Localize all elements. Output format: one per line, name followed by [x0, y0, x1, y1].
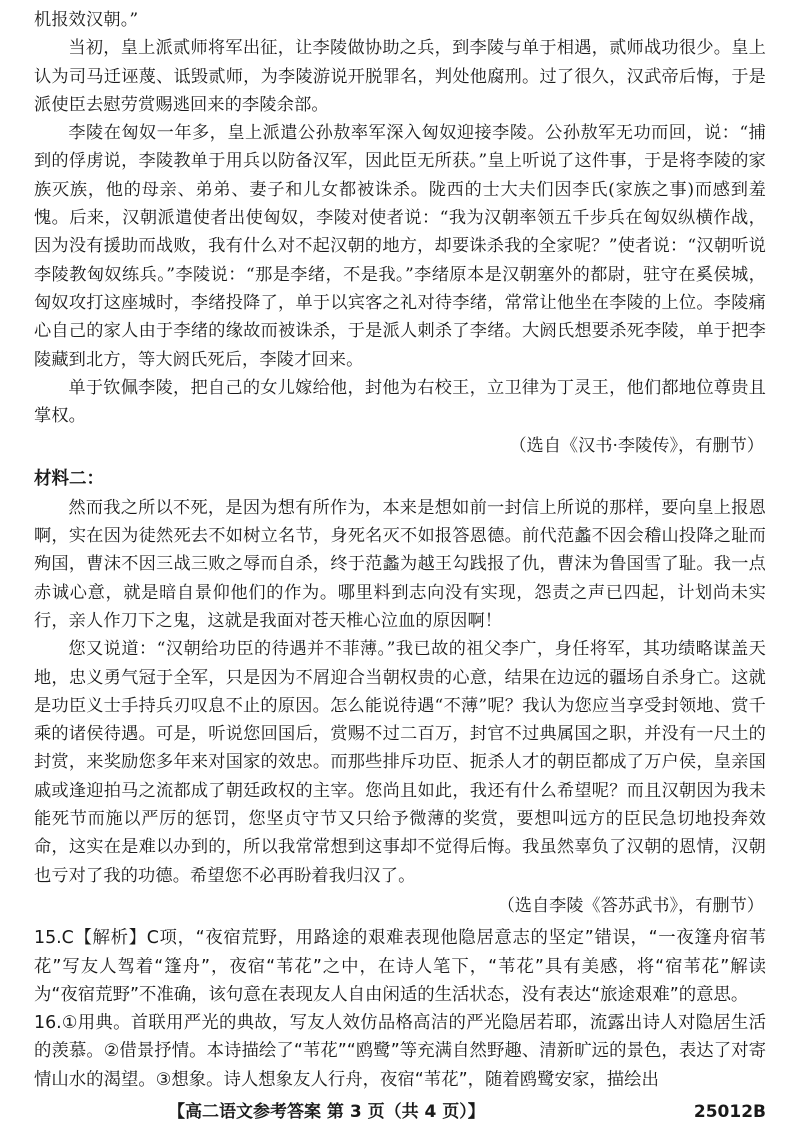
material2-heading: 材料二：	[34, 468, 104, 489]
material1-source: （选自《汉书·李陵传》，有删节）	[509, 436, 764, 457]
footer-exam-code: 25012B	[693, 1102, 766, 1122]
material1-paragraph: 单于钦佩李陵，把自己的女儿嫁给他，封他为右校王，立卫律为丁灵王，他们都地位尊贵且掌权。	[34, 377, 766, 427]
material1-paragraph: 当初，皇上派贰师将军出征，让李陵做协助之兵，到李陵与单于相遇，贰师战功很少。皇上认为司马迁诬蔑、诋毁贰师，为李陵游说开脱罪名，判处他腐刑。过了很久，汉武帝后悔，于是派使臣去慰劳赏赐逃回来的李陵余部。	[34, 38, 766, 115]
material1-paragraph-continuation: 机报效汉朝。”	[34, 10, 139, 30]
page-footer	[0, 1097, 800, 1127]
material2-source: （选自李陵《答苏武书》，有删节）	[497, 895, 764, 916]
answer-16: 16.①用典。首联用严光的典故，写友人效仿品格高洁的严光隐居若耶，流露出诗人对隐居生活的羡慕。②借景抒情。本诗描绘了“苇花”“鸥鹭”等充满自然野趣、清新旷远的景色，表达了对寄情山水的渴望。③想象。诗人想象友人行舟，夜宿“苇花”，随着鸥鹭安家，描绘出	[34, 1013, 766, 1090]
footer-page-label: 【高二语文参考答案 第 3 页（共 4 页）】	[168, 1102, 485, 1122]
material2-paragraph: 您又说道：“汉朝给功臣的待遇并不菲薄。”我已故的祖父李广，身任将军，其功绩略谋盖天地，忠义勇气冠于全军，只是因为不屑迎合当朝权贵的心意，结果在边远的疆场自杀身亡。这就是功臣义士手持兵刃叹息不止的原因。怎么能说待遇“不薄”呢？我认为您应当享受封领地、赏千乘的诸侯待遇。可是，听说您回国后，赏赐不过二百万，封官不过典属国之职，并没有一尺土的封赏，来奖励您多年来对国家的效忠。而那些排斥功臣、扼杀人才的朝臣都成了万户侯，皇亲国戚或逢迎拍马之流都成了朝廷政权的主宰。您尚且如此，我还有什么希望呢？而且汉朝因为我未能死节而施以严厉的惩罚，您坚贞守节又只给予微薄的奖赏，要想叫远方的臣民急切地投奔效命，这实在是难以办到的，所以我常常想到这事却不觉得后悔。我虽然辜负了汉朝的恩情，汉朝也亏对了我的功德。希望您不必再盼着我归汉了。	[34, 639, 766, 886]
material2-paragraph: 然而我之所以不死，是因为想有所作为，本来是想如前一封信上所说的那样，要向皇上报恩啊，实在因为徒然死去不如树立名节，身死名灭不如报答恩德。前代范蠡不因会稽山投降之耻而殉国，曹沫不因三战三败之辱而自杀，终于范蠡为越王勾践报了仇，曹沫为鲁国雪了耻。我一点赤诚心意，就是暗自景仰他们的作为。哪里料到志向没有实现，怨责之声已四起，计划尚未实行，亲人作刀下之鬼，这就是我面对苍天椎心泣血的原因啊！	[34, 497, 766, 631]
answer-15: 15.C【解析】C项，“夜宿荒野，用路途的艰难表现他隐居意志的坚定”错误，“一夜篷舟宿苇花”写友人驾着“篷舟”，夜宿“苇花”之中，在诗人笔下，“苇花”具有美感，将“宿苇花”解读为“夜宿荒野”不准确，该句意在表现友人自由闲适的生活状态，没有表达“旅途艰难”的意思。	[34, 928, 766, 1005]
material1-paragraph: 李陵在匈奴一年多，皇上派遣公孙敖率军深入匈奴迎接李陵。公孙敖军无功而回，说：“捕到的俘虏说，李陵教单于用兵以防备汉军，因此臣无所获。”皇上听说了这件事，于是将李陵的家族灭族，他的母亲、弟弟、妻子和儿女都被诛杀。陇西的士大夫们因李氏(家族之事)而感到羞愧。后来，汉朝派遣使者出使匈奴，李陵对使者说：“我为汉朝率领五千步兵在匈奴纵横作战，因为没有援助而战败，我有什么对不起汉朝的地方，却要诛杀我的全家呢？”使者说：“汉朝听说李陵教匈奴练兵。”李陵说：“那是李绪，不是我。”李绪原本是汉朝塞外的都尉，驻守在奚侯城，匈奴攻打这座城时，李绪投降了，单于以宾客之礼对待李绪，常常让他坐在李陵的上位。李陵痛心自己的家人由于李绪的缘故而被诛杀，于是派人刺杀了李绪。大阏氏想要杀死李陵，单于把李陵藏到北方，等大阏氏死后，李陵才回来。	[34, 123, 766, 370]
